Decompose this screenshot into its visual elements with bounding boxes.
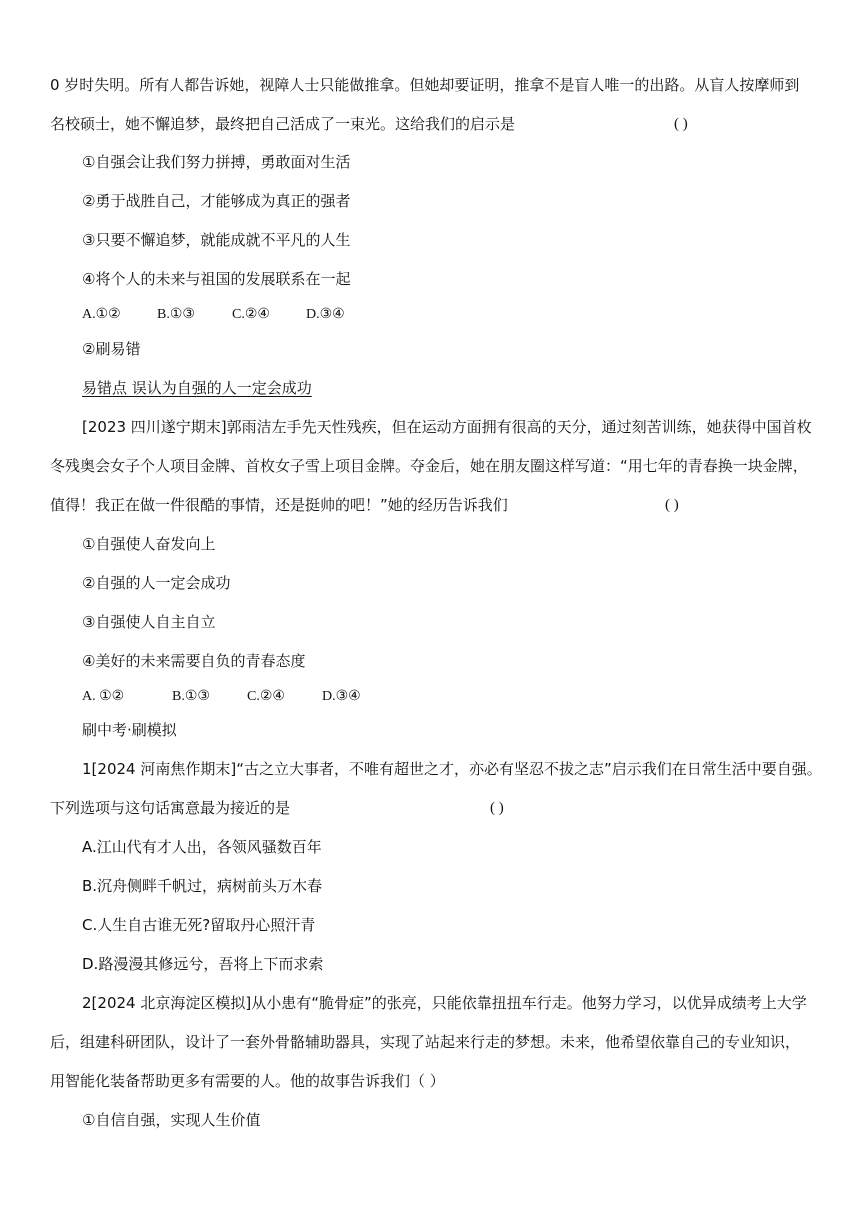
answer-blank: ( ) bbox=[674, 116, 688, 132]
option-c: C.②④ bbox=[247, 689, 285, 704]
statement-item: ③只要不懈追梦，就能成就不平凡的人生 bbox=[82, 231, 351, 249]
question-text-line: 2[2024 北京海淀区模拟]从小患有“脆骨症”的张亮，只能依靠扭扭车行走。他努力学习，以优异成绩考上大学 bbox=[82, 994, 807, 1012]
option-a: A.①② bbox=[82, 307, 121, 322]
choice-a: A.江山代有才人出，各领风骚数百年 bbox=[82, 838, 322, 856]
statement-item: ②自强的人一定会成功 bbox=[82, 574, 231, 592]
option-c: C.②④ bbox=[232, 307, 270, 322]
section-title-error: ②刷易错 bbox=[82, 340, 141, 358]
question-text-line: 冬残奥会女子个人项目金牌、首枚女子雪上项目金牌。夺金后，她在朋友圈这样写道：“用七年的青春换一块金牌， bbox=[50, 457, 808, 475]
statement-item: ①自强会让我们努力拼搏，勇敢面对生活 bbox=[82, 153, 351, 171]
question-text-line: [2023 四川遂宁期末]郭雨洁左手先天性残疾，但在运动方面拥有很高的天分，通过刻苦训练，她获得中国首枚 bbox=[82, 418, 812, 436]
statement-item: ③自强使人自主自立 bbox=[82, 613, 216, 631]
error-point-heading: 易错点 误认为自强的人一定会成功 bbox=[82, 379, 312, 397]
choice-d: D.路漫漫其修远兮，吾将上下而求索 bbox=[82, 955, 324, 973]
answer-blank: ( ) bbox=[665, 497, 679, 513]
question-text-line: 值得！我正在做一件很酷的事情，还是挺帅的吧！”她的经历告诉我们 bbox=[50, 496, 508, 514]
statement-item: ④美好的未来需要自负的青春态度 bbox=[82, 652, 306, 670]
option-d: D.③④ bbox=[322, 689, 361, 704]
statement-item: ①自信自强，实现人生价值 bbox=[82, 1111, 261, 1129]
question-text-line: 0 岁时失明。所有人都告诉她，视障人士只能做推拿。但她却要证明，推拿不是盲人唯一的出路。从盲人按摩师到 bbox=[50, 76, 800, 94]
option-b: B.①③ bbox=[172, 689, 210, 704]
question-text-line: 下列选项与这句话寓意最为接近的是 bbox=[50, 799, 291, 817]
option-b: B.①③ bbox=[157, 307, 195, 322]
question-text-line: 后，组建科研团队，设计了一套外骨骼辅助器具，实现了站起来行走的梦想。未来，他希望依靠自己的专业知识， bbox=[50, 1033, 801, 1051]
choice-b: B.沉舟侧畔千帆过，病树前头万木春 bbox=[82, 877, 323, 895]
choice-c: C.人生自古谁无死?留取丹心照汗青 bbox=[82, 916, 316, 934]
statement-item: ④将个人的未来与祖国的发展联系在一起 bbox=[82, 270, 351, 288]
question-text-line: 1[2024 河南焦作期末]“古之立大事者，不唯有超世之才，亦必有坚忍不拔之志”启示我们在日常生活中要自强。 bbox=[82, 760, 822, 778]
question-text-line: 用智能化装备帮助更多有需要的人。他的故事告诉我们（ ） bbox=[50, 1072, 445, 1090]
question-text-line: 名校硕士，她不懈追梦，最终把自己活成了一束光。这给我们的启示是 bbox=[50, 115, 516, 133]
option-d: D.③④ bbox=[306, 307, 345, 322]
option-a: A. ①② bbox=[82, 689, 125, 704]
answer-blank: ( ) bbox=[490, 800, 504, 816]
statement-item: ①自强使人奋发向上 bbox=[82, 535, 216, 553]
statement-item: ②勇于战胜自己，才能够成为真正的强者 bbox=[82, 192, 351, 210]
section-title-exam: 刷中考·刷模拟 bbox=[82, 721, 177, 739]
